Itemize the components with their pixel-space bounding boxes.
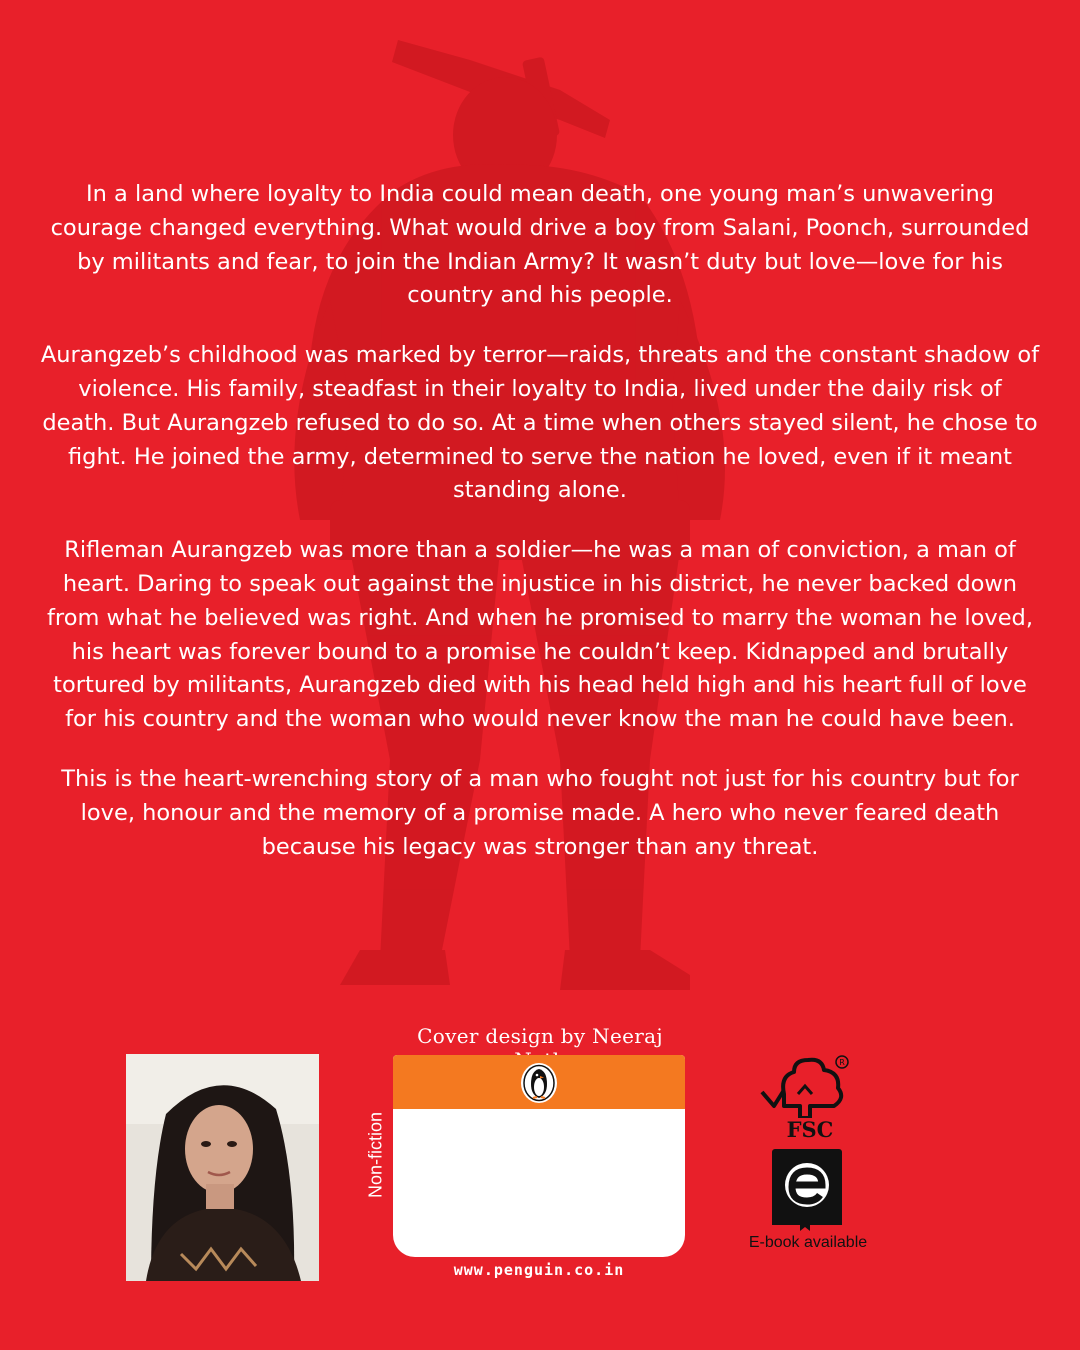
svg-text:R: R (839, 1058, 845, 1067)
ebook-label: E-book available (748, 1234, 868, 1251)
publisher-url: www.penguin.co.in (453, 1261, 625, 1279)
ebook-icon (770, 1147, 844, 1231)
fsc-tree-icon (758, 1054, 854, 1118)
blurb-paragraph-4: This is the heart-wrenching story of a man who fought not just for his country but for love, honour and the memory of a promise made. A hero who never feared death because his legacy was stronger than any threat. (61, 765, 1019, 860)
blurb-text (40, 178, 1040, 890)
author-photo (126, 1054, 319, 1281)
blurb-paragraph-3: Rifleman Aurangzeb was more than a soldier—he was a man of conviction, a man of heart. Daring to speak out against the injustice in his district, he never backed down from what he believed was right. And when he promised to marry the woman he loved, his heart was forever bound to a promise he couldn’t keep. Kidnapped and brutally tortured by militants, Aurangzeb died with his head held high and his heart full of love for his country and the woman who would never know the man he could have been. (47, 537, 1033, 733)
blurb-paragraph-1: In a land where loyalty to India could mean death, one young man’s unwavering courage changed everything. What would drive a boy from Salani, Poonch, surrounded by militants and fear, to join the Indian Army? It wasn’t duty but love—love for his country and his people. (50, 181, 1030, 309)
genre-label: Non-fiction (365, 1111, 386, 1199)
barcode-panel (393, 1055, 685, 1257)
penguin-logo-icon (520, 1062, 558, 1104)
blurb-paragraph-2: Aurangzeb’s childhood was marked by terror—raids, threats and the constant shadow of violence. His family, steadfast in their loyalty to India, lived under the daily risk of death. But Aurangzeb refused to do so. At a time when others stayed silent, he chose to fight. He joined the army, determined to serve the nation he loved, even if it meant standing alone. (40, 342, 1040, 504)
cover-design-credit: Cover design by Neeraj (417, 1024, 663, 1048)
fsc-label: FSC (786, 1117, 834, 1142)
